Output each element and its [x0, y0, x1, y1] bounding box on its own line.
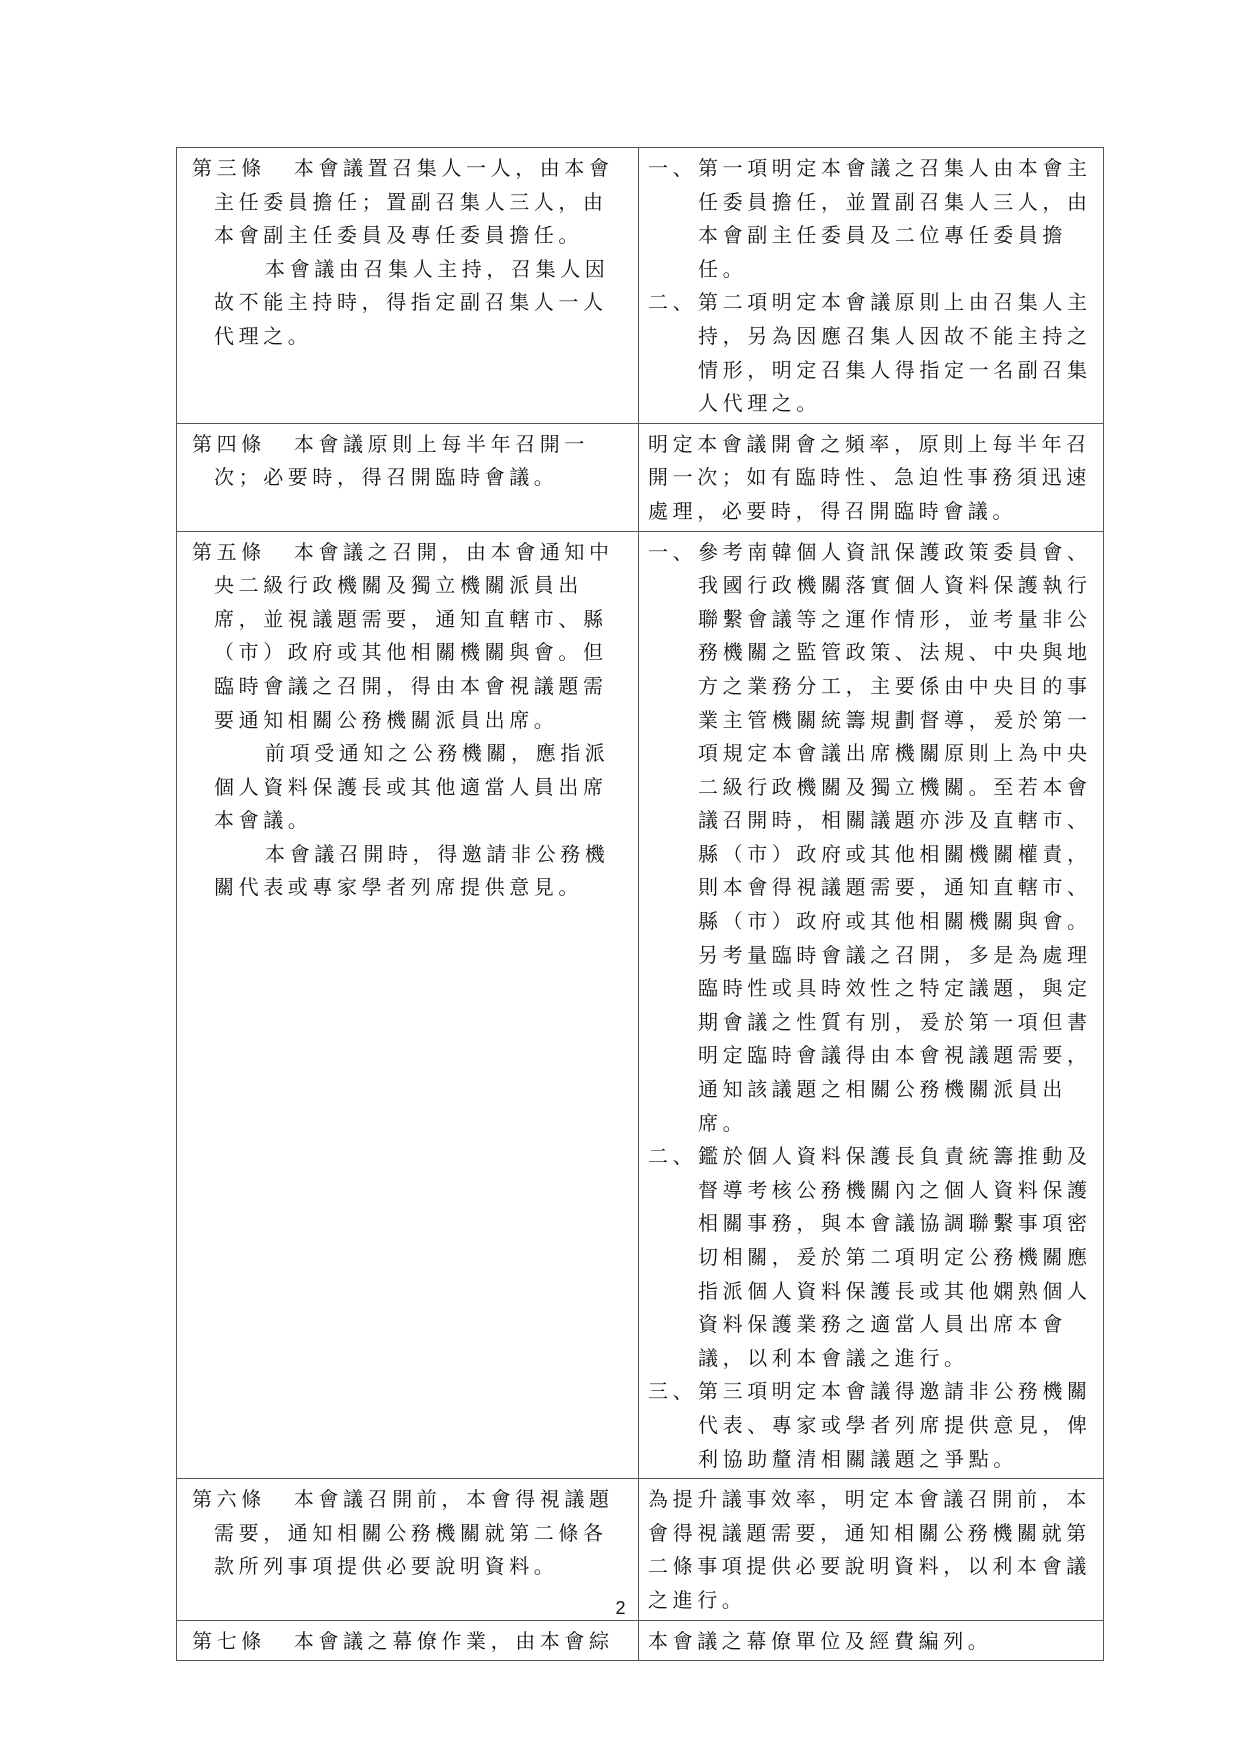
article-label: 第六條	[192, 1487, 266, 1512]
item-text: 第二項明定本會議原則上由召集人主持，另為因應召集人因故不能主持之情形，明定召集人得指定一名副召集人代理之。	[698, 290, 1092, 416]
article-label: 第五條	[192, 539, 266, 564]
article-paragraph: 前項受通知之公務機關，應指派個人資料保護長或其他適當人員出席本會議。	[214, 741, 610, 833]
explanation-cell	[639, 423, 1104, 531]
article-cell	[177, 1620, 639, 1661]
explanation-item	[648, 1140, 1095, 1375]
explanation-item	[648, 152, 1095, 286]
table-row-article-5	[177, 531, 1104, 1479]
explanation-cell	[639, 531, 1104, 1479]
explanation-item	[648, 536, 1095, 1141]
explanation-cell	[639, 148, 1104, 424]
article-explanation-table	[176, 147, 1104, 1661]
article-cell	[177, 531, 639, 1479]
article-label: 第七條	[192, 1628, 266, 1653]
item-number: 三、	[648, 1379, 698, 1404]
article-cell	[177, 423, 639, 531]
article-paragraph: 本會議召開時，得邀請非公務機關代表或專家學者列席提供意見。	[214, 841, 610, 900]
explanation-cell	[639, 1620, 1104, 1661]
article-label: 第四條	[192, 431, 266, 456]
article-label: 第三條	[192, 156, 266, 180]
article-cell	[177, 148, 639, 424]
article-body-first: 本會議之幕僚作業，由本會綜	[293, 1628, 614, 1653]
explanation-text: 為提升議事效率，明定本會議召開前，本會得視議題需要，通知相關公務機關就第二條事項提供必要說明資料，以利本會議之進行。	[648, 1487, 1091, 1612]
item-text: 第三項明定本會議得邀請非公務機關代表、專家或學者列席提供意見，俾利協助釐清相關議題之爭點。	[698, 1379, 1092, 1471]
item-number: 二、	[648, 1144, 698, 1169]
article-text	[192, 428, 630, 495]
explanation-text: 明定本會議開會之頻率，原則上每半年召開一次；如有臨時性、急迫性事務須迅速處理，必要時，得召開臨時會議。	[648, 431, 1091, 523]
article-body-first: 本會議召開前，本會得視議題需要，通知相關公務機關就第二條各款所列事項提供必要說明資料。	[214, 1487, 614, 1579]
article-text	[192, 536, 630, 738]
article-text	[192, 1625, 630, 1659]
item-number: 一、	[648, 539, 698, 564]
item-text: 第一項明定本會議之召集人由本會主任委員擔任，並置副召集人三人，由本會副主任委員及二位專任委員擔任。	[698, 156, 1092, 281]
article-text	[192, 1483, 630, 1584]
page-number: 2	[615, 1598, 626, 1618]
article-paragraph: 本會議由召集人主持，召集人因故不能主持時，得指定副召集人一人代理之。	[214, 256, 610, 348]
explanation-text: 本會議之幕僚單位及經費編列。	[648, 1628, 993, 1653]
table-row-article-3	[177, 148, 1104, 424]
article-body-first: 本會議置召集人一人，由本會主任委員擔任；置副召集人三人，由本會副主任委員及專任委員擔任。	[214, 156, 614, 248]
table-row-article-7	[177, 1620, 1104, 1661]
item-text: 鑑於個人資料保護長負責統籌推動及督導考核公務機關內之個人資料保護相關事務，與本會議協調聯繫事項密切相關，爰於第二項明定公務機關應指派個人資料保護長或其他嫻熟個人資料保護業務之適當人員出席本會議，以利本會議之進行。	[698, 1144, 1092, 1370]
explanation-item	[648, 1375, 1095, 1476]
item-number: 一、	[648, 156, 698, 180]
article-body-first: 本會議之召開，由本會通知中央二級行政機關及獨立機關派員出席，並視議題需要，通知直轄市、縣（市）政府或其他相關機關與會。但臨時會議之召開，得由本會視議題需要通知相關公務機關派員出席。	[214, 539, 614, 732]
item-text: 參考南韓個人資訊保護政策委員會、我國行政機關落實個人資料保護執行聯繫會議等之運作情形，並考量非公務機關之監管政策、法規、中央與地方之業務分工，主要係由中央目的事業主管機關統籌規劃督導，爰於第一項規定本會議出席機關原則上為中央二級行政機關及獨立機關。至若本會議召開時，相關議題亦涉及直轄市、縣（市）政府或其他相關機關權責，則本會得視議題需要，通知直轄市、縣（市）政府或其他相關機關與會。另考量臨時會議之召開，多是為處理臨時性或具時效性之特定議題，與定期會議之性質有別，爰於第一項但書明定臨時會議得由本會視議題需要，通知該議題之相關公務機關派員出席。	[698, 539, 1092, 1135]
article-body-first: 本會議原則上每半年召開一次；必要時，得召開臨時會議。	[214, 431, 590, 490]
explanation-item	[648, 286, 1095, 420]
table-row-article-4	[177, 423, 1104, 531]
article-text	[192, 152, 630, 253]
item-number: 二、	[648, 290, 698, 315]
